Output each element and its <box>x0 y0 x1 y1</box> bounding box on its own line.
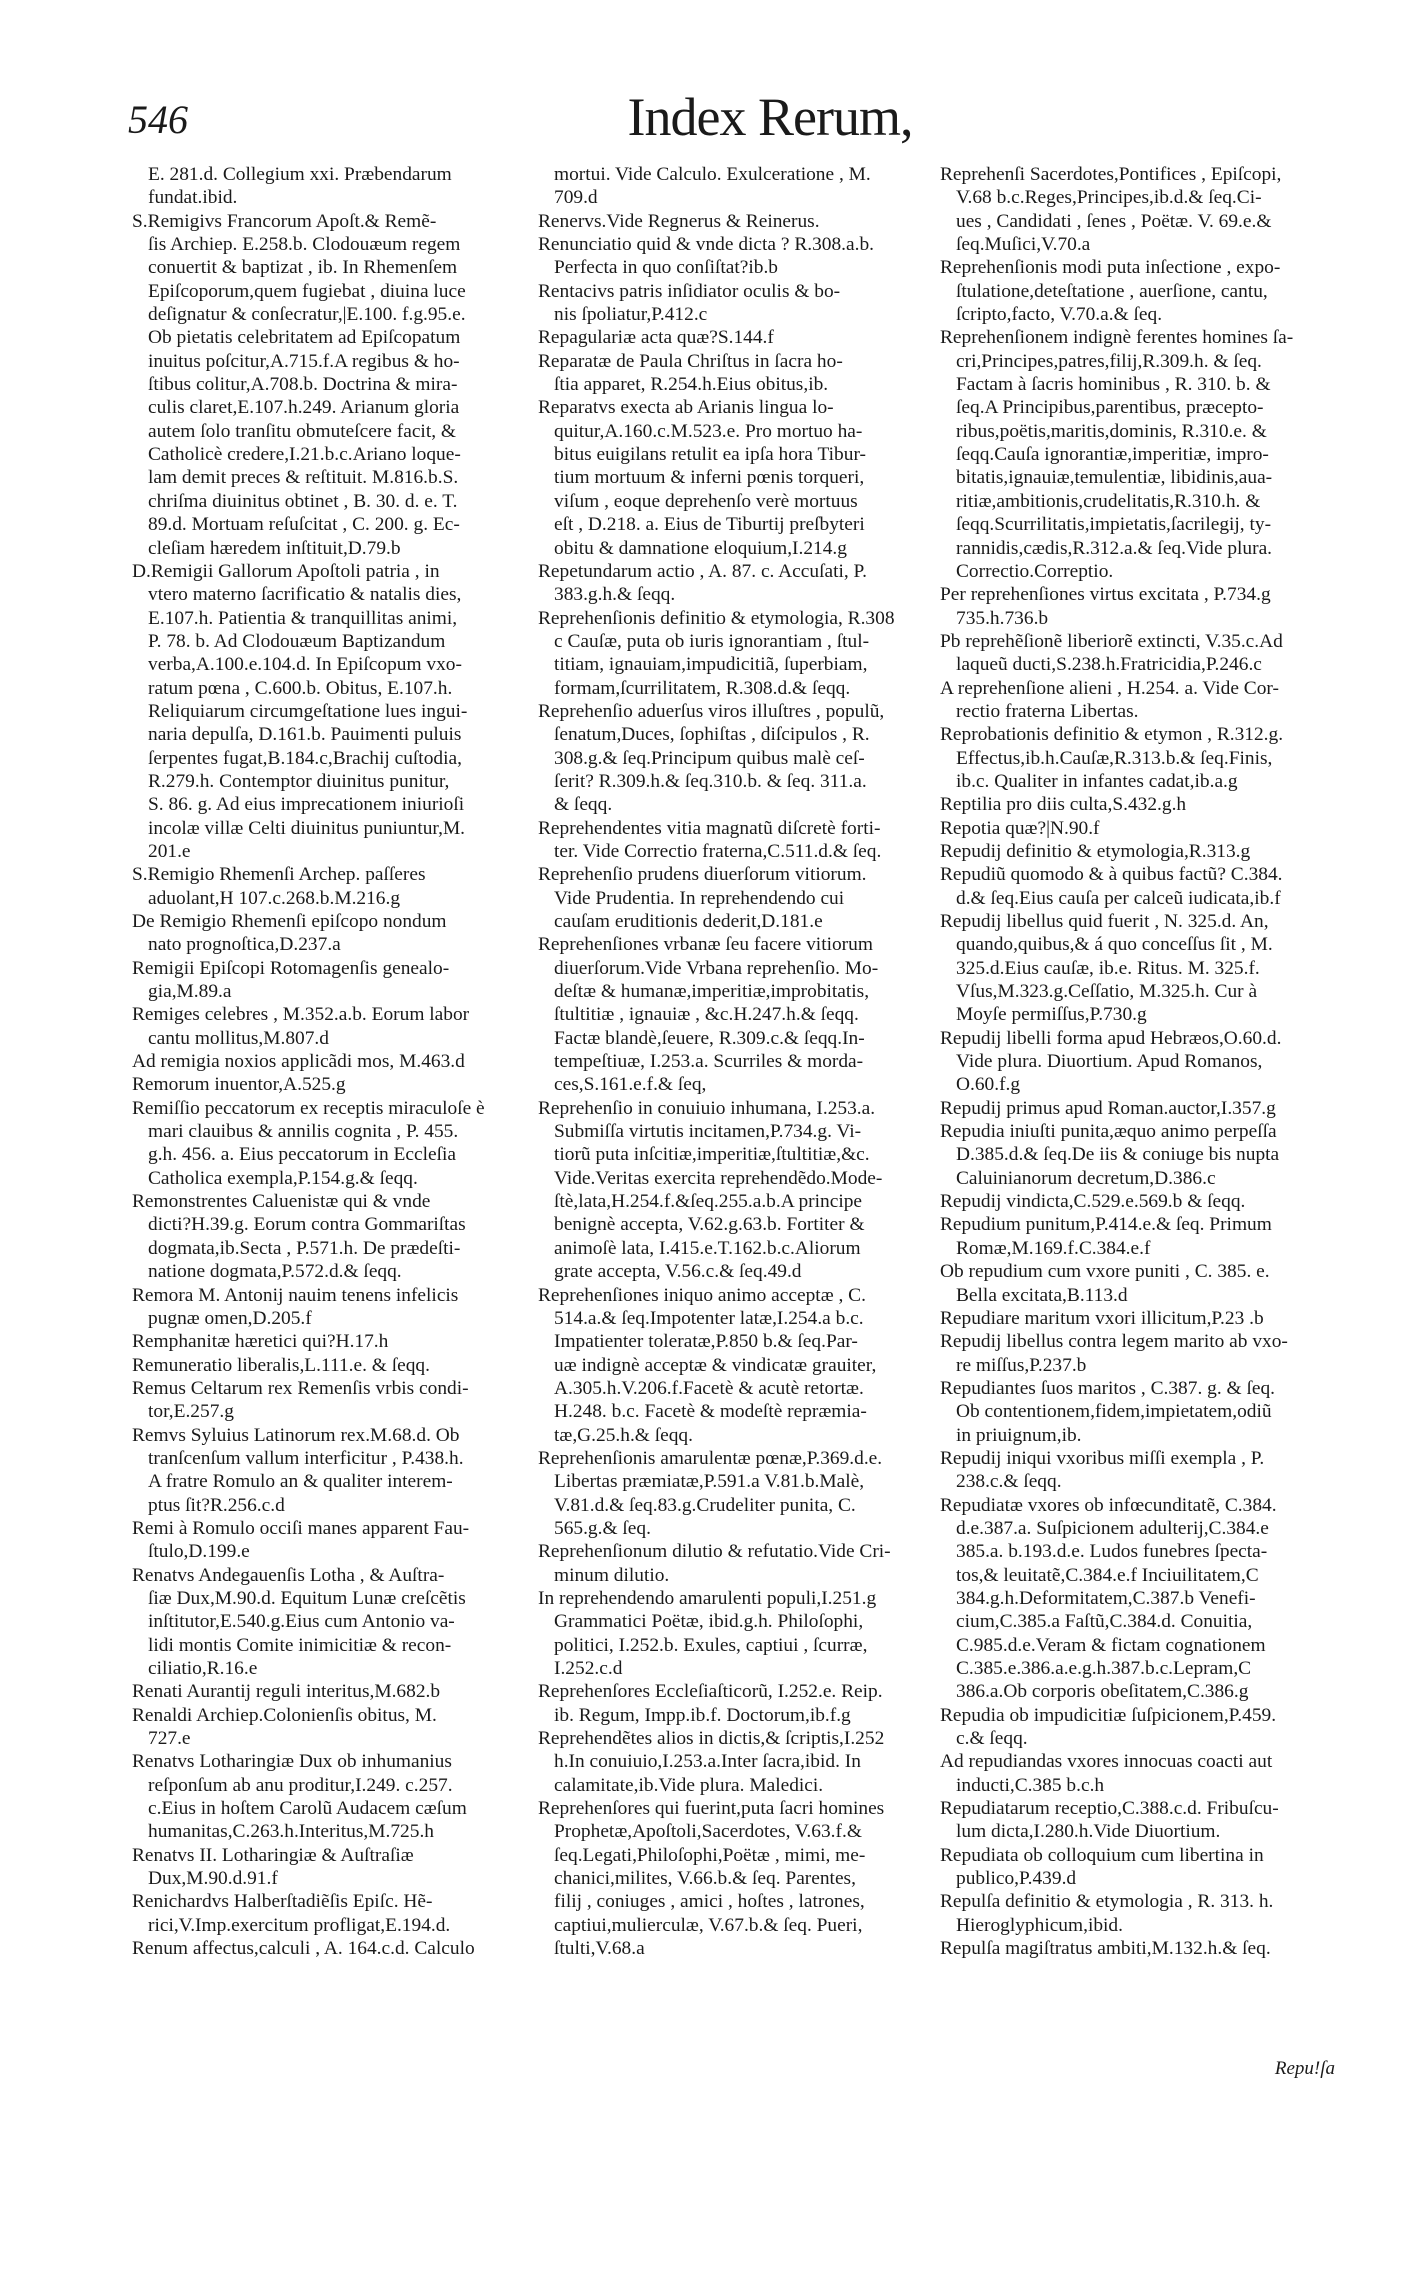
index-entry-continuation: A.305.h.V.206.f.Facetè & acutè retortæ. <box>554 1377 864 1399</box>
index-entry-continuation: deſtæ & humanæ,imperitiæ,improbitatis, <box>554 981 870 1003</box>
index-entry-line: Remvs Syluius Latinorum rex.M.68.d. Ob <box>132 1424 460 1446</box>
index-entry-continuation: chanici,milites, V.66.b.& ſeq. Parentes, <box>554 1868 856 1890</box>
index-entry-line: Repudiatæ vxores ob infœcunditatẽ, C.384. <box>940 1494 1277 1516</box>
index-entry-line: Repudij vindicta,C.529.e.569.b & ſeqq. <box>940 1191 1246 1213</box>
index-entry-line: Repudij libellus contra legem marito ab vxo- <box>940 1331 1288 1353</box>
index-entry-continuation: tiorũ puta inſcitiæ,imperitiæ,ſtultitiæ,&c. <box>554 1144 870 1166</box>
index-entry-continuation: publico,P.439.d <box>956 1868 1077 1890</box>
index-entry-continuation: calamitate,ib.Vide plura. Maledici. <box>554 1774 824 1796</box>
index-entry-continuation: lidi montis Comite inimicitiæ & recon- <box>148 1634 452 1656</box>
index-entry-continuation: Vide Prudentia. In reprehendendo cui <box>554 887 845 909</box>
index-entry-continuation: Vide.Veritas exercita reprehendẽdo.Mode- <box>554 1167 883 1189</box>
index-entry-continuation: ciliatio,R.16.e <box>148 1658 258 1679</box>
index-entry-continuation: titiam, ignauiam,impudicitiã, ſuperbiam, <box>554 654 868 676</box>
index-entry-continuation: tæ,G.25.h.& ſeqq. <box>554 1424 693 1446</box>
index-entry-continuation: conuertit & baptizat , ib. In Rhemenſem <box>148 257 458 279</box>
index-entry-line: Repagulariæ acta quæ?S.144.f <box>538 327 774 349</box>
index-entry-continuation: filij , coniuges , amici , hoſtes , latrones, <box>554 1891 865 1913</box>
index-entry-continuation: Catholicè credere,I.21.b.c.Ariano loque- <box>148 444 461 466</box>
index-entry-line: Reprehendentes vitia magnatũ diſcretè forti- <box>538 817 881 839</box>
index-entry-continuation: 238.c.& ſeqq. <box>956 1471 1062 1493</box>
index-entry-continuation: mortui. Vide Calculo. Exulceratione , M. <box>554 164 871 185</box>
index-entry-continuation: ſtia apparet, R.254.h.Eius obitus,ib. <box>554 374 829 396</box>
index-entry-continuation: ſtulatione,deteſtatione , auerſione, cantu, <box>956 280 1268 302</box>
index-entry-continuation: ſis Archiep. E.258.b. Clodouæum regem <box>148 234 461 256</box>
index-entry-line: Per reprehenſiones virtus excitata , P.734.g <box>940 584 1271 606</box>
index-entry-continuation: ſeq.A Principibus,parentibus, præcepto- <box>956 397 1264 419</box>
index-entry-line: Reprehenſiones vrbanæ ſeu facere vitiorum <box>538 934 873 956</box>
index-entry-line: Repudiũ quomodo & à quibus factũ? C.384. <box>940 864 1283 886</box>
index-entry-continuation: 384.g.h.Deformitatem,C.387.b Venefi- <box>956 1587 1256 1609</box>
index-entry-continuation: grate accepta, V.56.c.& ſeq.49.d <box>554 1261 802 1283</box>
index-entry-line: Renervs.Vide Regnerus & Reinerus. <box>538 210 820 232</box>
index-entry-line: Ad repudiandas vxores innocuas coacti aut <box>940 1751 1273 1773</box>
index-entry-continuation: ſeqq.Scurrilitatis,impietatis,ſacrilegij, ty- <box>956 514 1272 536</box>
index-entry-continuation: tium mortuum & inferni pœnis torqueri, <box>554 467 865 489</box>
index-entry-line: Reprehenſiones iniquo animo acceptæ , C. <box>538 1284 866 1306</box>
index-entry-continuation: Factæ blandè,ſeuere, R.309.c.& ſeqq.In- <box>554 1027 865 1049</box>
index-entry-continuation: ib.c. Qualiter in infantes cadat,ib.a.g <box>956 770 1238 792</box>
index-entry-continuation: D.385.d.& ſeq.De iis & coniuge bis nupta <box>956 1144 1280 1166</box>
index-entry-line: Remi à Romulo occiſi manes apparent Fau- <box>132 1517 470 1539</box>
index-column-right <box>940 163 1340 1960</box>
index-entry-continuation: ſtibus colitur,A.708.b. Doctrina & mira- <box>148 374 458 396</box>
index-entry-continuation: formam,ſcurrilitatem, R.308.d.& ſeqq. <box>554 677 851 699</box>
index-entry-continuation: incolæ villæ Celti diuinitus puniuntur,M. <box>148 817 466 839</box>
index-entry-continuation: quitur,A.160.c.M.523.e. Pro mortuo ha- <box>554 420 863 442</box>
index-entry-line: Rentacivs patris inſidiator oculis & bo- <box>538 280 841 302</box>
index-entry-continuation: Ob pietatis celebritatem ad Epiſcopatum <box>148 327 461 349</box>
index-entry-continuation: gia,M.89.a <box>148 981 232 1003</box>
index-entry-line: Reprehenſionis modi puta inſectione , expo- <box>940 257 1281 279</box>
index-entry-continuation: P. 78. b. Ad Clodouæum Baptizandum <box>148 630 446 652</box>
index-entry-continuation: ſerpentes fugat,B.184.c,Brachij cuſtodia, <box>148 747 462 769</box>
index-entry-line: Reptilia pro diis culta,S.432.g.h <box>940 794 1187 816</box>
index-entry-line: Reparatvs execta ab Arianis lingua lo- <box>538 397 834 419</box>
index-entry-continuation: autem ſolo tranſitu obmuteſcere facit, & <box>148 420 456 442</box>
page-number: 546 <box>128 97 188 142</box>
index-entry-continuation: V.68 b.c.Reges,Principes,ib.d.& ſeq.Ci- <box>956 187 1262 209</box>
index-entry-continuation: S. 86. g. Ad eius imprecationem iniurioſi <box>148 794 465 816</box>
index-entry-continuation: ſcripto,facto, V.70.a.& ſeq. <box>956 304 1163 326</box>
index-entry-continuation: cauſam eruditionis dederit,D.181.e <box>554 911 823 932</box>
index-entry-continuation: laqueũ ducti,S.238.h.Fratricidia,P.246.c <box>956 654 1262 676</box>
index-entry-line: Reprehenſionem indignè ferentes homines ſa- <box>940 327 1294 349</box>
index-entry-line: Renati Aurantij reguli interitus,M.682.b <box>132 1681 441 1703</box>
index-entry-continuation: Moyſe permiſſus,P.730.g <box>956 1004 1147 1026</box>
index-entry-continuation: Epiſcoporum,quem fugiebat , diuina luce <box>148 280 466 302</box>
index-entry-line: Reprehenſores Eccleſiaſticorũ, I.252.e. Reip. <box>538 1681 883 1703</box>
index-entry-continuation: pugnæ omen,D.205.f <box>148 1307 312 1329</box>
index-entry-continuation: ues , Candidati , ſenes , Poëtæ. V. 69.e.& <box>956 210 1272 232</box>
index-entry-continuation: d.& ſeq.Eius cauſa per calceũ iudicata,ib.f <box>956 887 1281 909</box>
index-entry-continuation: Correctio.Correptio. <box>956 560 1114 582</box>
index-entry-line: Remuneratio liberalis,L.111.e. & ſeqq. <box>132 1354 430 1376</box>
index-entry-continuation: Reliquiarum circumgeſtatione lues ingui- <box>148 700 468 722</box>
index-entry-continuation: E. 281.d. Collegium xxi. Præbendarum <box>148 164 452 185</box>
index-entry-continuation: c.Eius in hoſtem Carolũ Audacem cæſum <box>148 1798 467 1820</box>
running-title: Index Rerum, <box>627 87 913 147</box>
index-entry-continuation: lum dicta,I.280.h.Vide Diuortium. <box>956 1821 1221 1843</box>
index-entry-line: De Remigio Rhemenſi epiſcopo nondum <box>132 911 447 932</box>
index-entry-line: Repetundarum actio , A. 87. c. Accuſati, P. <box>538 560 868 582</box>
index-entry-continuation: inuitus poſcitur,A.715.f.A regibus & ho- <box>148 350 460 372</box>
index-entry-continuation: tempeſtiuæ, I.253.a. Scurriles & morda- <box>554 1051 864 1073</box>
index-entry-line: Renatvs Lotharingiæ Dux ob inhumanius <box>132 1751 452 1773</box>
index-entry-continuation: 727.e <box>148 1728 191 1750</box>
index-entry-continuation: tranſcenſum vallum interficitur , P.438.h. <box>148 1447 464 1469</box>
index-entry-continuation: lam demit preces & reſtituit. M.816.b.S. <box>148 467 459 489</box>
index-entry-line: Reprobationis definitio & etymon , R.312.g. <box>940 724 1284 746</box>
index-entry-continuation: ſerit? R.309.h.& ſeq.310.b. & ſeq. 311.a. <box>554 770 867 792</box>
index-entry-continuation: C.385.e.386.a.e.g.h.387.b.c.Lepram,C <box>956 1658 1252 1679</box>
index-entry-continuation: politici, I.252.b. Exules, captiui , ſcurræ, <box>554 1634 868 1656</box>
index-entry-line: Remphanitæ hæretici qui?H.17.h <box>132 1331 389 1353</box>
index-entry-continuation: d.e.387.a. Suſpicionem adulterij,C.384.e <box>956 1517 1269 1539</box>
index-entry-continuation: minum dilutio. <box>554 1564 670 1586</box>
index-entry-continuation: 325.d.Eius cauſæ, ib.e. Ritus. M. 325.f. <box>956 957 1260 979</box>
index-entry-continuation: ſeq.Legati,Philoſophi,Poëtæ , mimi, me- <box>554 1844 866 1866</box>
index-entry-continuation: quando,quibus,& á quo conceſſus ſit , M. <box>956 934 1273 956</box>
index-entry-continuation: V.81.d.& ſeq.83.g.Crudeliter punita, C. <box>554 1494 856 1516</box>
index-entry-line: D.Remigii Gallorum Apoſtoli patria , in <box>132 560 440 582</box>
index-entry-continuation: benignè accepta, V.62.g.63.b. Fortiter & <box>554 1214 865 1236</box>
index-entry-continuation: Perfecta in quo conſiſtat?ib.b <box>554 257 778 279</box>
index-entry-continuation: Submiſſa virtutis incitamen,P.734.g. Vi- <box>554 1121 862 1143</box>
index-entry-continuation: A fratre Romulo an & qualiter interem- <box>148 1471 453 1493</box>
index-entry-line: S.Remigivs Francorum Apoſt.& Remẽ- <box>132 210 437 232</box>
index-entry-continuation: ſiæ Dux,M.90.d. Equitum Lunæ creſcẽtis <box>148 1587 466 1609</box>
index-entry-line: In reprehendendo amarulenti populi,I.251.g <box>538 1587 877 1609</box>
index-entry-line: Renum affectus,calculi , A. 164.c.d. Calculo <box>132 1938 475 1960</box>
index-entry-continuation: ſtultitiæ , ignauiæ , &c.H.247.h.& ſeqq. <box>554 1004 859 1026</box>
index-entry-line: Repudia ob impudicitiæ ſuſpicionem,P.459. <box>940 1704 1277 1726</box>
index-entry-line: S.Remigio Rhemenſi Archep. paſſeres <box>132 864 426 886</box>
index-entry-continuation: ſtulo,D.199.e <box>148 1541 250 1563</box>
index-entry-continuation: dogmata,ib.Secta , P.571.h. De prædeſti- <box>148 1237 461 1259</box>
index-entry-continuation: ptus ſit?R.256.c.d <box>148 1494 285 1516</box>
index-entry-continuation: ſenatum,Duces, ſophiſtas , diſcipulos , R. <box>554 724 870 746</box>
index-entry-line: Remiſſio peccatorum ex receptis miraculoſe è <box>132 1097 485 1119</box>
index-entry-continuation: E.107.h. Patientia & tranquillitas animi, <box>148 607 458 629</box>
index-entry-continuation: Hieroglyphicum,ibid. <box>956 1914 1123 1936</box>
index-entry-line: Repudij libelli forma apud Hebræos,O.60.d. <box>940 1027 1282 1049</box>
index-entry-continuation: Caluinianorum decretum,D.386.c <box>956 1167 1216 1189</box>
index-entry-continuation: H.248. b.c. Facetè & modeſtè repræmia- <box>554 1401 867 1423</box>
index-entry-line: Repotia quæ?|N.90.f <box>940 817 1100 839</box>
index-entry-continuation: Ob contentionem,fidem,impietatem,odiũ <box>956 1401 1272 1423</box>
index-entry-line: Repudiatarum receptio,C.388.c.d. Fribuſcu- <box>940 1798 1279 1820</box>
index-entry-continuation: diuerſorum.Vide Vrbana reprehenſio. Mo- <box>554 957 879 979</box>
index-entry-continuation: Catholica exempla,P.154.g.& ſeqq. <box>148 1167 418 1189</box>
index-entry-continuation: ritiæ,ambitionis,crudelitatis,R.310.h. & <box>956 490 1261 512</box>
index-entry-continuation: Romæ,M.169.f.C.384.e.f <box>956 1237 1151 1259</box>
index-entry-continuation: Prophetæ,Apoſtoli,Sacerdotes, V.63.f.& <box>554 1821 862 1843</box>
index-entry-continuation: obitu & damnatione eloquium,I.214.g <box>554 537 847 559</box>
index-entry-continuation: rectio fraterna Libertas. <box>956 700 1139 722</box>
index-entry-continuation: culis claret,E.107.h.249. Arianum gloria <box>148 397 460 419</box>
index-entry-line: Repudij definitio & etymologia,R.313.g <box>940 840 1251 862</box>
index-entry-continuation: c.& ſeqq. <box>956 1728 1028 1750</box>
index-entry-line: Repulſa definitio & etymologia , R. 313. h. <box>940 1891 1274 1913</box>
index-entry-continuation: C.985.d.e.Veram & fictam cognationem <box>956 1634 1266 1656</box>
index-entry-continuation: O.60.f.g <box>956 1074 1021 1096</box>
index-entry-continuation: verba,A.100.e.104.d. In Epiſcopum vxo- <box>148 654 462 676</box>
index-entry-continuation: cium,C.385.a Faſtũ,C.384.d. Conuitia, <box>956 1611 1253 1633</box>
index-entry-line: Repulſa magiſtratus ambiti,M.132.h.& ſeq. <box>940 1938 1271 1960</box>
index-entry-continuation: ter. Vide Correctio fraterna,C.511.d.& ſeq. <box>554 840 882 862</box>
index-entry-line: Reprehenſionis definitio & etymologia, R.308 <box>538 607 895 629</box>
index-entry-continuation: ſtè,lata,H.254.f.&ſeq.255.a.b.A principe <box>554 1191 863 1213</box>
index-entry-line: Ad remigia noxios applicãdi mos, M.463.d <box>132 1051 465 1073</box>
index-entry-line: Repudiare maritum vxori illicitum,P.23 .b <box>940 1307 1264 1329</box>
index-entry-continuation: 201.e <box>148 840 191 862</box>
index-entry-line: Renatvs II. Lotharingiæ & Auſtraſiæ <box>132 1844 414 1866</box>
index-entry-continuation: 386.a.Ob corporis obeſitatem,C.386.g <box>956 1681 1249 1703</box>
index-entry-continuation: rannidis,cædis,R.312.a.& ſeq.Vide plura. <box>956 537 1273 559</box>
index-entry-line: Reprehenſio prudens diuerſorum vitiorum. <box>538 864 867 886</box>
index-entry-continuation: I.252.c.d <box>554 1658 623 1679</box>
index-entry-continuation: chriſma diuinitus obtinet , B. 30. d. e. T. <box>148 490 458 512</box>
index-entry-line: Reprehenſionum dilutio & refutatio.Vide Cri- <box>538 1541 891 1563</box>
index-entry-line: Renaldi Archiep.Colonienſis obitus, M. <box>132 1704 437 1726</box>
index-entry-line: Repudia iniuſti punita,æquo animo perpeſſa <box>940 1121 1277 1143</box>
index-entry-continuation: 709.d <box>554 187 598 209</box>
index-entry-continuation: bitus euigilans retulit ea ipſa hora Tibur- <box>554 444 866 466</box>
index-entry-continuation: ib. Regum, Impp.ib.f. Doctorum,ib.f.g <box>554 1704 851 1726</box>
index-entry-continuation: Impatienter toleratæ,P.850 b.& ſeq.Par- <box>554 1331 858 1353</box>
index-entry-continuation: captiui,mulierculæ, V.67.b.& ſeq. Pueri, <box>554 1914 863 1936</box>
index-entry-continuation: ratum pœna , C.600.b. Obitus, E.107.h. <box>148 677 453 699</box>
index-entry-line: Reprehenſio in conuiuio inhumana, I.253.a. <box>538 1097 876 1119</box>
index-entry-line: Repudij libellus quid fuerit , N. 325.d. An, <box>940 911 1269 932</box>
index-entry-continuation: bitatis,ignauiæ,temulentiæ, libidinis,aua- <box>956 467 1273 489</box>
index-entry-continuation: viſum , eoque deprehenſo verè mortuus <box>554 490 858 512</box>
index-entry-continuation: ribus,poëtis,maritis,dominis, R.310.e. & <box>956 420 1267 442</box>
index-entry-line: Remora M. Antonij nauim tenens infelicis <box>132 1284 459 1306</box>
index-entry-line: Repudij iniqui vxoribus miſſi exempla , P. <box>940 1447 1265 1469</box>
index-entry-line: Reprehenſores qui fuerint,puta ſacri homines <box>538 1798 885 1820</box>
index-entry-continuation: animoſè lata, I.415.e.T.162.b.c.Aliorum <box>554 1237 861 1259</box>
index-entry-continuation: natione dogmata,P.572.d.& ſeqq. <box>148 1261 402 1283</box>
index-entry-continuation: naria depulſa, D.161.b. Pauimenti puluis <box>148 724 462 746</box>
index-entry-line: Repudiata ob colloquium cum libertina in <box>940 1844 1264 1866</box>
index-entry-line: Reprehenſi Sacerdotes,Pontifices , Epiſcopi, <box>940 164 1282 185</box>
index-column-middle <box>538 163 938 1960</box>
index-entry-line: Remus Celtarum rex Remenſis vrbis condi- <box>132 1377 469 1399</box>
index-entry-continuation: humanitas,C.263.h.Interitus,M.725.h <box>148 1821 434 1843</box>
index-entry-continuation: cantu mollitus,M.807.d <box>148 1027 329 1049</box>
index-entry-continuation: reſponſum ab anu proditur,I.249. c.257. <box>148 1774 453 1796</box>
index-entry-continuation: re miſſus,P.237.b <box>956 1354 1087 1376</box>
index-entry-continuation: cleſiam hæredem inſtituit,D.79.b <box>148 537 401 559</box>
index-entry-continuation: tor,E.257.g <box>148 1401 234 1423</box>
index-entry-continuation: ſtulti,V.68.a <box>554 1938 645 1960</box>
index-entry-continuation: nato prognoſtica,D.237.a <box>148 934 341 956</box>
index-entry-line: A reprehenſione alieni , H.254. a. Vide Cor- <box>940 677 1279 699</box>
index-entry-continuation: inſtitutor,E.540.g.Eius cum Antonio va- <box>148 1611 455 1633</box>
index-entry-continuation: h.In conuiuio,I.253.a.Inter ſacra,ibid. In <box>554 1751 861 1773</box>
index-entry-line: Remorum inuentor,A.525.g <box>132 1074 346 1096</box>
index-entry-continuation: & ſeqq. <box>554 794 613 816</box>
index-entry-line: Reprehenſio aduerſus viros illuſtres , populũ, <box>538 700 885 722</box>
index-entry-line: Pb reprehẽſionẽ liberiorẽ extincti, V.35.c.Ad <box>940 630 1283 652</box>
index-entry-continuation: Bella excitata,B.113.d <box>956 1284 1128 1306</box>
index-entry-line: Renichardvs Halberſtadiẽſis Epiſc. Hẽ- <box>132 1891 433 1913</box>
index-entry-continuation: inducti,C.385 b.c.h <box>956 1774 1105 1796</box>
index-entry-continuation: deſignatur & conſecratur,|E.100. f.g.95.e. <box>148 304 466 326</box>
index-entry-continuation: cri,Principes,patres,filij,R.309.h. & ſeq. <box>956 350 1262 372</box>
index-entry-continuation: c Cauſæ, puta ob iuris ignorantiam , ſtul- <box>554 630 870 652</box>
index-entry-continuation: tos,& leuitatẽ,C.384.e.f Inciuilitatem,C <box>956 1564 1259 1586</box>
index-entry-continuation: in priuignum,ib. <box>956 1424 1082 1446</box>
index-entry-continuation: Factam à ſacris hominibus , R. 310. b. & <box>956 374 1271 396</box>
index-entry-continuation: Dux,M.90.d.91.f <box>148 1868 278 1890</box>
index-entry-continuation: vtero materno ſacrificatio & natalis dies, <box>148 584 462 606</box>
index-entry-continuation: mari clauibus & annilis cognita , P. 455. <box>148 1121 459 1143</box>
index-entry-continuation: rici,V.Imp.exercitum profligat,E.194.d. <box>148 1914 451 1936</box>
index-entry-continuation: 89.d. Mortuam reſuſcitat , C. 200. g. Ec- <box>148 514 460 536</box>
index-entry-continuation: Vſus,M.323.g.Ceſſatio, M.325.h. Cur à <box>956 981 1258 1003</box>
index-entry-line: Reparatæ de Paula Chriſtus in ſacra ho- <box>538 350 843 372</box>
index-entry-line: Remigii Epiſcopi Rotomagenſis genealo- <box>132 957 450 979</box>
index-entry-continuation: nis ſpoliatur,P.412.c <box>554 304 708 326</box>
catchword: Repu!ſa <box>1274 2058 1335 2079</box>
index-entry-continuation: ſeqq.Cauſa ignorantiæ,imperitiæ, impro- <box>956 444 1269 466</box>
index-entry-line: Reprehendẽtes alios in dictis,& ſcriptis,I.252 <box>538 1728 885 1750</box>
index-entry-continuation: R.279.h. Contemptor diuinitus punitur, <box>148 770 450 792</box>
index-entry-continuation: ſeq.Muſici,V.70.a <box>956 234 1091 256</box>
index-entry-continuation: ces,S.161.e.f.& ſeq, <box>554 1074 707 1096</box>
index-entry-continuation: 565.g.& ſeq. <box>554 1517 651 1539</box>
index-entry-line: Reprehenſionis amarulentæ pœnæ,P.369.d.e. <box>538 1447 883 1469</box>
index-entry-continuation: Effectus,ib.h.Cauſæ,R.313.b.& ſeq.Finis, <box>956 747 1273 769</box>
index-entry-continuation: aduolant,H 107.c.268.b.M.216.g <box>148 887 401 909</box>
index-entry-continuation: eſt , D.218. a. Eius de Tiburtij preſbyteri <box>554 514 865 536</box>
index-entry-line: Remonstrentes Caluenistæ qui & vnde <box>132 1191 431 1213</box>
index-entry-line: Renatvs Andegauenſis Lotha , & Auſtra- <box>132 1564 445 1586</box>
index-entry-line: Repudiantes ſuos maritos , C.387. g. & ſeq. <box>940 1377 1275 1399</box>
index-entry-continuation: Grammatici Poëtæ, ibid.g.h. Philoſophi, <box>554 1611 864 1633</box>
index-entry-continuation: dicti?H.39.g. Eorum contra Gommariſtas <box>148 1214 466 1236</box>
index-entry-line: Ob repudium cum vxore puniti , C. 385. e. <box>940 1261 1270 1283</box>
index-entry-continuation: uæ indignè acceptæ & vindicatæ grauiter, <box>554 1354 877 1376</box>
index-entry-line: Remiges celebres , M.352.a.b. Eorum labor <box>132 1004 470 1026</box>
index-entry-continuation: g.h. 456. a. Eius peccatorum in Eccleſia <box>148 1144 456 1166</box>
index-entry-continuation: 385.a. b.193.d.e. Ludos funebres ſpecta- <box>956 1541 1268 1563</box>
index-column-left <box>132 163 530 1960</box>
index-entry-line: Repudij primus apud Roman.auctor,I.357.g <box>940 1097 1276 1119</box>
index-entry-continuation: Libertas præmiatæ,P.591.a V.81.b.Malè, <box>554 1471 865 1493</box>
index-entry-line: Repudium punitum,P.414.e.& ſeq. Primum <box>940 1214 1272 1236</box>
index-entry-continuation: 308.g.& ſeq.Principum quibus malè ceſ- <box>554 747 865 769</box>
index-entry-continuation: Vide plura. Diuortium. Apud Romanos, <box>956 1051 1263 1073</box>
index-entry-continuation: 383.g.h.& ſeqq. <box>554 584 676 606</box>
index-entry-continuation: 735.h.736.b <box>956 607 1049 629</box>
index-entry-line: Renunciatio quid & vnde dicta ? R.308.a.b. <box>538 234 875 256</box>
index-entry-continuation: fundat.ibid. <box>148 187 238 209</box>
index-entry-continuation: 514.a.& ſeq.Impotenter latæ,I.254.a b.c. <box>554 1307 864 1329</box>
